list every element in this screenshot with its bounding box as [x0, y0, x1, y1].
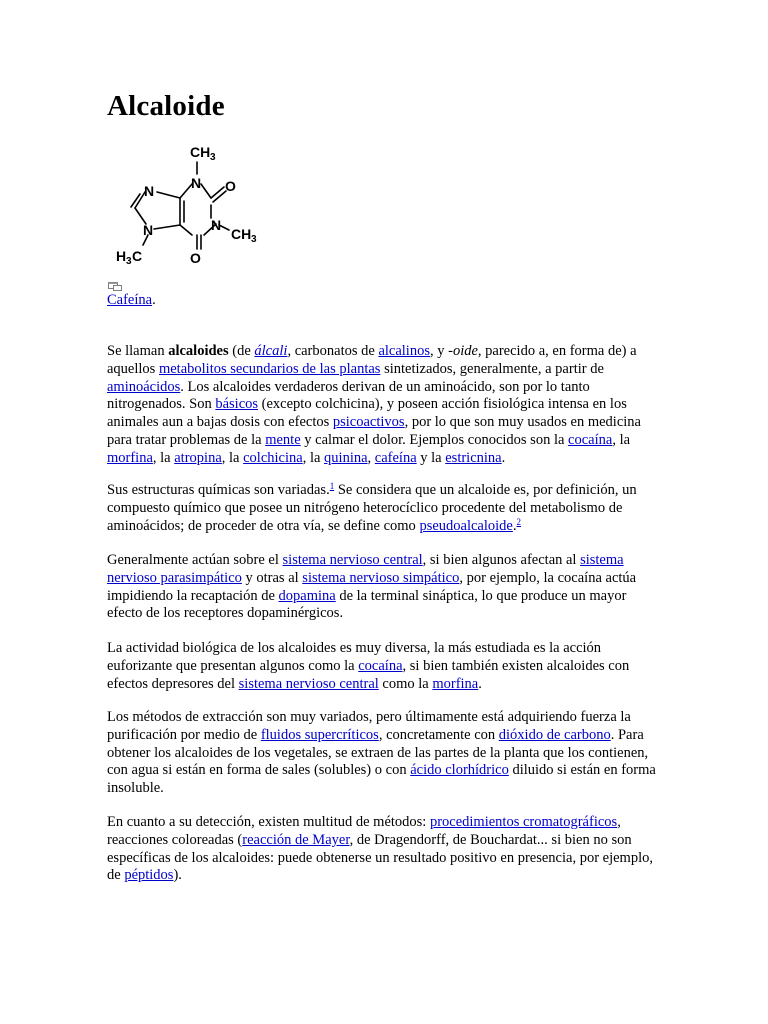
link-metabolitos-secundarios[interactable]: metabolitos secundarios de las plantas [158, 360, 381, 377]
link-basicos[interactable]: básicos [215, 396, 259, 413]
link-quinina[interactable]: quinina [324, 449, 368, 466]
atom-o1: O [225, 178, 236, 194]
reference-1[interactable]: 1 [329, 481, 335, 491]
link-procedimientos-cromatograficos[interactable]: procedimientos cromatográficos [429, 814, 618, 830]
atom-n9: N [144, 183, 155, 199]
paragraph-intro: Se llaman alcaloides (de álcali, carbonatos de alcalinos, y -oide, parecido a, en forma de) a aquellos metabolitos secundarios de las plantas sintetizados, generalmente, a partir de aminoácidos. Los alcaloides verdaderos derivan de un aminoácido, son por lo tanto nitrogenados. Son básicos (excepto colchicina), y poseen acción fisiológica intensa en los animales aun a bajas dosis con efectos psicoactivos, por lo que son muy usados en medicina para tratar problemas de la mente y calmar el dolor. Ejemplos conocidos son la cocaína, la morfina, la atropina, la colchicina, la quinina, cafeína y la estricnina. [107, 343, 641, 466]
link-psicoactivos[interactable]: psicoactivos [332, 414, 405, 431]
atom-n1: N [191, 175, 202, 191]
atom-ch-right: CH [231, 226, 252, 242]
atom-ch-top: CH [190, 144, 211, 160]
link-sistema-nervioso-simpatico[interactable]: sistema nervioso simpático [302, 569, 460, 586]
atom-n7: N [143, 222, 154, 238]
paragraph-estructuras: Sus estructuras químicas son variadas.$^1$ Se considera que un alcaloide es, por definición, un compuesto químico que posee un nitrógeno heterocíclico procedente del metabolismo de aminoácidos; de proceder de otra vía, se define como pseudoalcaloide.$^2$ [107, 481, 637, 534]
atom-o2: O [190, 250, 201, 266]
reference-2[interactable]: 2 [516, 516, 521, 527]
figure-caption: Cafeína. [107, 292, 156, 308]
link-dioxido-de-carbono[interactable]: dióxido de carbono [498, 726, 611, 743]
link-cocaina-2[interactable]: cocaína [358, 657, 403, 674]
link-atropina[interactable]: atropina [174, 449, 222, 466]
link-fluidos-supercriticos[interactable]: fluidos supercríticos [260, 726, 379, 743]
page-title: Alcaloide [107, 90, 225, 122]
link-cocaina[interactable]: cocaína [568, 431, 613, 448]
atom-c-left: C [132, 248, 143, 264]
link-morfina[interactable]: morfina [107, 449, 153, 466]
link-peptidos[interactable]: péptidos [124, 867, 174, 884]
link-morfina-2[interactable]: morfina [432, 675, 479, 692]
atom-n3: N [211, 217, 222, 233]
term-alcaloides: alcaloides [168, 343, 229, 359]
atom-h-left-subscript: 3 [126, 256, 132, 267]
link-reaccion-de-mayer[interactable]: reacción de Mayer [242, 831, 350, 848]
link-dopamina[interactable]: dopamina [278, 587, 336, 604]
atom-ch-top-subscript: 3 [210, 152, 216, 163]
link-alcalinos[interactable]: alcalinos [378, 343, 430, 359]
link-colchicina[interactable]: colchicina [243, 449, 303, 466]
enlarge-icon[interactable] [107, 281, 123, 291]
link-pseudoalcaloide[interactable]: pseudoalcaloide [419, 517, 513, 534]
link-alcali[interactable]: álcali [254, 343, 288, 359]
paragraph-extraccion: Los métodos de extracción son muy variados, pero últimamente está adquiriendo fuerza la purificación por medio de fluidos supercríticos, concretamente con dióxido de carbono. Para obtener los alcaloides de los vegetales, se extraen de las partes de la planta que los contienen, con agua si están en forma de sales (solubles) o con ácido clorhídrico diluido si están en forma insoluble. [107, 709, 656, 797]
link-mente[interactable]: mente [265, 431, 301, 448]
link-sistema-nervioso-central-2[interactable]: sistema nervioso central [238, 675, 379, 692]
caption-link-cafeina[interactable]: Cafeína [107, 292, 153, 308]
link-estricnina[interactable]: estricnina [445, 449, 502, 466]
link-aminoacidos[interactable]: aminoácidos [107, 378, 181, 395]
atom-h-left: H [116, 248, 127, 264]
paragraph-actividad-biologica: La actividad biológica de los alcaloides es muy diversa, la más estudiada es la acción euforizante que presentan algunos como la cocaína, si bien también existen alcaloides con efectos depresores del sistema nervioso central como la morfina. [107, 640, 630, 692]
paragraph-sistema-nervioso: Generalmente actúan sobre el sistema nervioso central, si bien algunos afectan al sistema nervioso parasimpático y otras al sistema nervioso simpático, por ejemplo, la cocaína actúa impidiendo la recaptación de dopamina de la terminal sináptica, lo que produce un mayor efecto de los receptores dopaminérgicos. [107, 552, 637, 622]
caffeine-structure-image [107, 142, 277, 270]
link-sistema-nervioso-central[interactable]: sistema nervioso central [282, 552, 423, 568]
paragraph-deteccion: En cuanto a su detección, existen multitud de métodos: procedimientos cromatográficos, reacciones coloreadas (reacción de Mayer, de Dragendorff, de Bouchardat... si bien no son específicas de los alcaloides: puede obtenerse un resultado positivo en presencia, por ejemplo, de péptidos). [107, 814, 653, 884]
link-acido-clorhidrico[interactable]: ácido clorhídrico [410, 762, 509, 779]
link-sistema-nervioso-parasimpatico[interactable]: sistema nervioso parasimpático [107, 552, 624, 586]
link-cafeina[interactable]: cafeína [374, 449, 417, 466]
atom-ch-right-subscript: 3 [251, 234, 257, 245]
